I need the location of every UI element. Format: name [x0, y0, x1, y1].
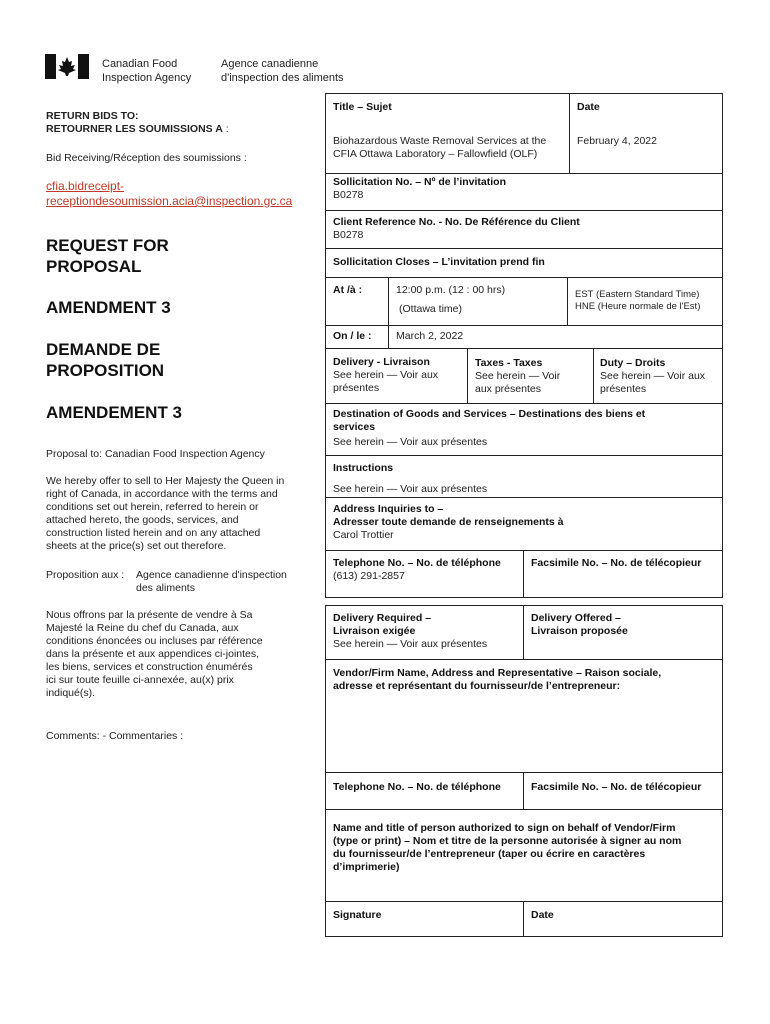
offer-fr-line: conditions énoncées ou incluses par référence — [46, 635, 263, 647]
authorized-person-cell[interactable] — [333, 822, 718, 874]
divider — [523, 605, 524, 659]
destination-cell — [333, 408, 718, 449]
fax-label: Facsimile No. – No. de télécopieur — [531, 557, 702, 569]
divider — [325, 403, 723, 404]
inquiries-label-line2: Adresser toute demande de renseignements à — [333, 516, 564, 528]
telephone-value: (613) 291-2857 — [333, 570, 405, 582]
divider — [388, 277, 389, 348]
offer-fr-line: indiqué(s). — [46, 687, 96, 699]
duty-value-line1: See herein — Voir aux — [600, 370, 706, 382]
taxes-cell — [475, 357, 593, 396]
demande-de-proposition-title — [46, 339, 164, 381]
vendor-name-cell[interactable] — [333, 667, 718, 693]
email-line1[interactable]: cfia.bidreceipt- — [46, 179, 125, 193]
offer-fr-line: Majesté la Reine du chef du Canada, aux — [46, 622, 239, 634]
duty-value-line2: présentes — [600, 383, 647, 395]
divider — [325, 659, 723, 660]
title-value-line2: CFIA Ottawa Laboratory – Fallowfield (OLF) — [333, 148, 538, 160]
auth-line1: Name and title of person authorized to sign on behalf of Vendor/Firm — [333, 822, 676, 834]
proposition-aux-line1: Agence canadienne d'inspection — [136, 569, 287, 581]
offer-fr-paragraph — [46, 609, 311, 700]
delivery-offered-cell[interactable] — [531, 612, 628, 638]
auth-line2: (type or print) – Nom et titre de la personne autorisée à signer au nom — [333, 835, 682, 847]
divider — [325, 325, 723, 326]
divider — [325, 809, 723, 810]
title-label: Title – Sujet — [333, 101, 392, 113]
offer-fr-line: les biens, services et construction énumérés — [46, 661, 253, 673]
est-en: EST (Eastern Standard Time) — [575, 289, 700, 300]
delivery-offered-line2: Livraison proposée — [531, 625, 628, 637]
title2-line2: PROPOSITION — [46, 361, 165, 380]
est-info — [575, 289, 700, 313]
offer-en-line: right of Canada, in accordance with the terms and — [46, 488, 278, 500]
agency-en-line1: Canadian Food — [102, 58, 178, 70]
delivery-value-line2: présentes — [333, 382, 380, 394]
delivery-label: Delivery - Livraison — [333, 356, 430, 368]
vendor-name-label-line1: Vendor/Firm Name, Address and Representative – Raison sociale, — [333, 667, 662, 679]
vendor-form — [325, 605, 723, 937]
taxes-value-line1: See herein — Voir — [475, 370, 561, 382]
divider — [325, 248, 723, 249]
delivery-required-cell — [333, 612, 487, 651]
agency-name-fr — [221, 57, 344, 85]
proposition-aux-label: Proposition aux : — [46, 569, 125, 581]
divider — [325, 348, 723, 349]
agency-en-line2: Inspection Agency — [102, 72, 192, 84]
taxes-label: Taxes - Taxes — [475, 357, 543, 369]
amendment-fr: AMENDEMENT 3 — [46, 403, 183, 422]
offer-en-line: sheets at the price(s) set out therefore. — [46, 540, 227, 552]
solicitation-value: B0278 — [333, 189, 364, 201]
divider — [569, 93, 570, 173]
closes-label: Sollicitation Closes – L’invitation prend fin — [333, 256, 545, 268]
title-value — [333, 135, 569, 161]
offer-fr-line: ici sur toute feuille ci-annexée, au(x) prix — [46, 674, 234, 686]
return-bids-fr-colon: : — [222, 123, 229, 135]
delivery-cell — [333, 356, 463, 395]
comments-label: Comments: - Commentaries : — [46, 730, 184, 742]
time-zone-city: (Ottawa time) — [399, 303, 463, 315]
telephone-cell — [333, 557, 501, 583]
offer-en-line: We hereby offer to sell to Her Majesty the Queen in — [46, 475, 285, 487]
divider — [325, 550, 723, 551]
agency-name-en — [102, 57, 191, 85]
est-fr: HNE (Heure normale de l'Est) — [575, 301, 701, 312]
auth-line3: du fournisseur/de l’entrepreneur (taper ou écrire en caractères — [333, 848, 646, 860]
date-label: Date — [577, 101, 600, 113]
title1-line2: PROPOSAL — [46, 257, 142, 276]
divider — [593, 348, 594, 403]
canada-flag-icon — [45, 54, 89, 79]
duty-cell — [600, 357, 722, 396]
inquiries-cell — [333, 503, 718, 542]
divider — [325, 901, 723, 902]
time-value: 12:00 p.m. (12 : 00 hrs) — [396, 284, 506, 296]
solicitation-label: Sollicitation No. – Nº de l’invitation — [333, 176, 507, 188]
auth-line4: d’imprimerie) — [333, 861, 400, 873]
offer-en-line: construction listed herein and on any attached — [46, 527, 261, 539]
instructions-label: Instructions — [333, 462, 394, 474]
bid-receiving-label: Bid Receiving/Réception des soumissions : — [46, 152, 247, 164]
email-line2[interactable]: receptiondesoumission.acia@inspection.gc.ca — [46, 194, 293, 208]
divider — [567, 277, 568, 325]
proposition-aux-value — [136, 569, 287, 595]
date-value: February 4, 2022 — [577, 135, 657, 147]
divider — [325, 455, 723, 456]
delivery-required-line1: Delivery Required – — [333, 612, 432, 624]
title1-line1: REQUEST FOR — [46, 236, 169, 255]
offer-en-line: conditions set out herein, referred to herein or — [46, 501, 259, 513]
delivery-offered-line1: Delivery Offered – — [531, 612, 621, 624]
vendor-name-label-line2: adresse et représentant du fournisseur/de l’entrepreneur: — [333, 680, 621, 692]
at-label: At /à : — [333, 284, 363, 296]
destination-value: See herein — Voir aux présentes — [333, 436, 488, 448]
vendor-fax-label[interactable]: Facsimile No. – No. de télécopieur — [531, 781, 702, 793]
divider — [325, 497, 723, 498]
instructions-value: See herein — Voir aux présentes — [333, 483, 488, 495]
offer-fr-line: dans la présente et aux appendices ci-jointes, — [46, 648, 260, 660]
on-value: March 2, 2022 — [396, 330, 464, 342]
agency-fr-line1: Agence canadienne — [221, 58, 319, 70]
request-for-proposal-title — [46, 235, 169, 277]
taxes-value-line2: aux présentes — [475, 383, 541, 395]
divider — [325, 772, 723, 773]
inquiries-value: Carol Trottier — [333, 529, 394, 541]
destination-label-line1: Destination of Goods and Services – Destinations des biens et — [333, 408, 646, 420]
title-value-line1: Biohazardous Waste Removal Services at the — [333, 135, 547, 147]
proposition-aux-line2: des aliments — [136, 582, 195, 594]
signature-date-label[interactable]: Date — [531, 909, 554, 921]
offer-fr-line: Nous offrons par la présente de vendre à Sa — [46, 609, 253, 621]
on-label: On / le : — [333, 330, 372, 342]
amendment-en: AMENDMENT 3 — [46, 298, 171, 317]
client-ref-value: B0278 — [333, 229, 364, 241]
offer-en-line: attached hereto, the goods, services, and — [46, 514, 239, 526]
divider — [325, 210, 723, 211]
agency-fr-line2: d'inspection des aliments — [221, 72, 344, 84]
delivery-required-line2: Livraison exigée — [333, 625, 416, 637]
divider — [523, 901, 524, 937]
return-bids-fr — [46, 123, 229, 136]
divider — [467, 348, 468, 403]
divider — [523, 772, 524, 809]
divider — [325, 173, 723, 174]
proposal-to: Proposal to: Canadian Food Inspection Agency — [46, 448, 265, 460]
return-bids-fr-text: RETOURNER LES SOUMISSIONS A — [46, 123, 223, 135]
vendor-telephone-label[interactable]: Telephone No. – No. de téléphone — [333, 781, 501, 793]
client-ref-label: Client Reference No. - No. De Référence du Client — [333, 216, 580, 228]
offer-en-paragraph — [46, 475, 311, 553]
title2-line1: DEMANDE DE — [46, 340, 161, 359]
telephone-label: Telephone No. – No. de téléphone — [333, 557, 501, 569]
signature-label[interactable]: Signature — [333, 909, 382, 921]
divider — [325, 277, 723, 278]
delivery-required-value: See herein — Voir aux présentes — [333, 638, 488, 650]
delivery-value-line1: See herein — Voir aux — [333, 369, 439, 381]
destination-label-line2: services — [333, 421, 376, 433]
divider — [523, 550, 524, 598]
return-bids-en: RETURN BIDS TO: — [46, 110, 139, 122]
duty-label: Duty – Droits — [600, 357, 666, 369]
inquiries-label-line1: Address Inquiries to – — [333, 503, 444, 515]
bid-email-link[interactable] — [46, 179, 292, 209]
